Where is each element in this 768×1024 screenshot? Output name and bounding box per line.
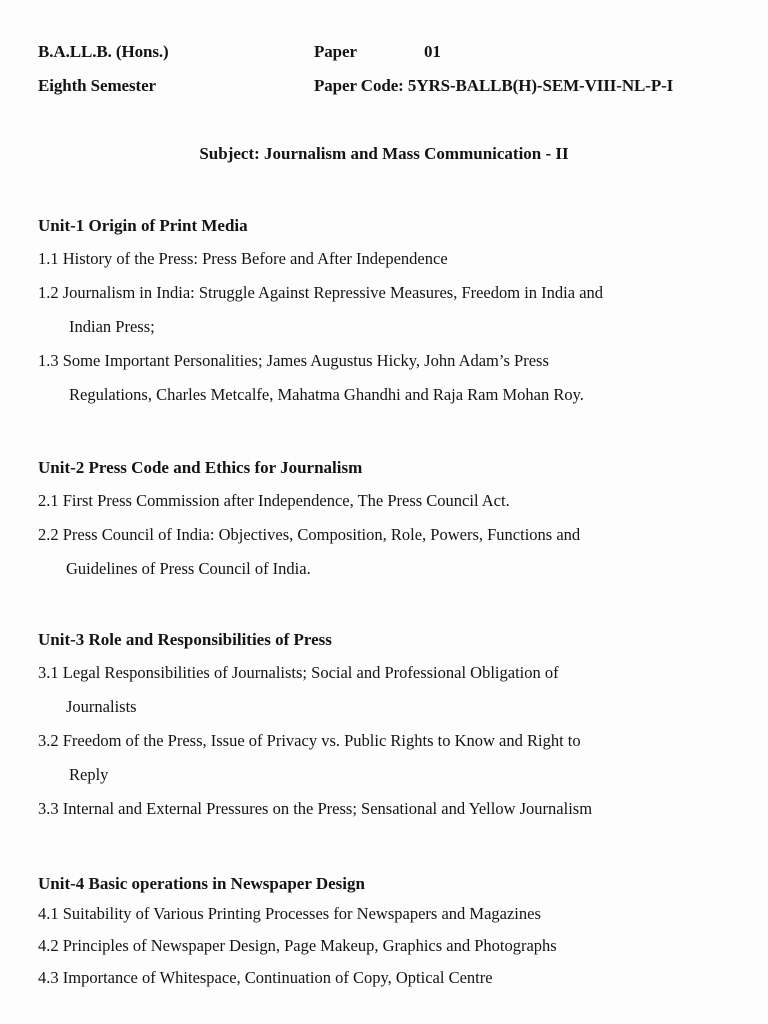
paper-code: Paper Code: 5YRS-BALLB(H)-SEM-VIII-NL-P-I	[314, 76, 674, 95]
topic-item	[38, 898, 738, 930]
unit-title: Unit-2 Press Code and Ethics for Journalism	[38, 458, 363, 477]
topic-item	[38, 344, 738, 412]
topic-item	[38, 930, 738, 962]
topic-text: 1.2 Journalism in India: Struggle Against Repressive Measures, Freedom in India and	[38, 283, 604, 302]
topic-text: 3.3 Internal and External Pressures on the Press; Sensational and Yellow Journalism	[38, 799, 593, 818]
topic-item	[38, 276, 738, 344]
semester-label: Eighth Semester	[38, 76, 156, 95]
topic-text: 1.3 Some Important Personalities; James Augustus Hicky, John Adam’s Press	[38, 351, 549, 370]
unit-title: Unit-1 Origin of Print Media	[38, 216, 248, 235]
program-name: B.A.LL.B. (Hons.)	[38, 42, 169, 61]
paper-label: Paper	[314, 42, 357, 61]
topic-text: 3.2 Freedom of the Press, Issue of Privacy vs. Public Rights to Know and Right to	[38, 731, 581, 750]
topic-text: 2.2 Press Council of India: Objectives, Composition, Role, Powers, Functions and	[38, 525, 581, 544]
topic-item	[38, 962, 738, 994]
topic-item	[38, 656, 738, 724]
unit-title: Unit-3 Role and Responsibilities of Press	[38, 630, 332, 649]
unit-title: Unit-4 Basic operations in Newspaper Design	[38, 874, 365, 893]
topic-item	[38, 792, 738, 826]
topic-continuation: Reply	[69, 765, 109, 784]
topic-item	[38, 518, 738, 586]
topic-text: 4.2 Principles of Newspaper Design, Page Makeup, Graphics and Photographs	[38, 936, 557, 955]
topic-text: 4.3 Importance of Whitespace, Continuation of Copy, Optical Centre	[38, 968, 493, 987]
topic-item	[38, 724, 738, 792]
subject-heading: Subject: Journalism and Mass Communication - II	[199, 144, 569, 163]
paper-number: 01	[424, 42, 441, 61]
unit-section	[38, 630, 738, 826]
topic-item	[38, 242, 738, 276]
topic-item	[38, 484, 738, 518]
topic-continuation: Regulations, Charles Metcalfe, Mahatma Ghandhi and Raja Ram Mohan Roy.	[69, 385, 584, 404]
topic-text: 4.1 Suitability of Various Printing Processes for Newspapers and Magazines	[38, 904, 541, 923]
unit-section	[38, 874, 738, 994]
topic-text: 1.1 History of the Press: Press Before and After Independence	[38, 249, 448, 268]
topic-continuation: Journalists	[66, 697, 137, 716]
topic-continuation: Indian Press;	[69, 317, 155, 336]
topic-text: 2.1 First Press Commission after Independence, The Press Council Act.	[38, 491, 510, 510]
unit-section	[38, 458, 738, 586]
topic-continuation: Guidelines of Press Council of India.	[66, 559, 311, 578]
unit-section	[38, 216, 738, 412]
topic-text: 3.1 Legal Responsibilities of Journalists; Social and Professional Obligation of	[38, 663, 559, 682]
